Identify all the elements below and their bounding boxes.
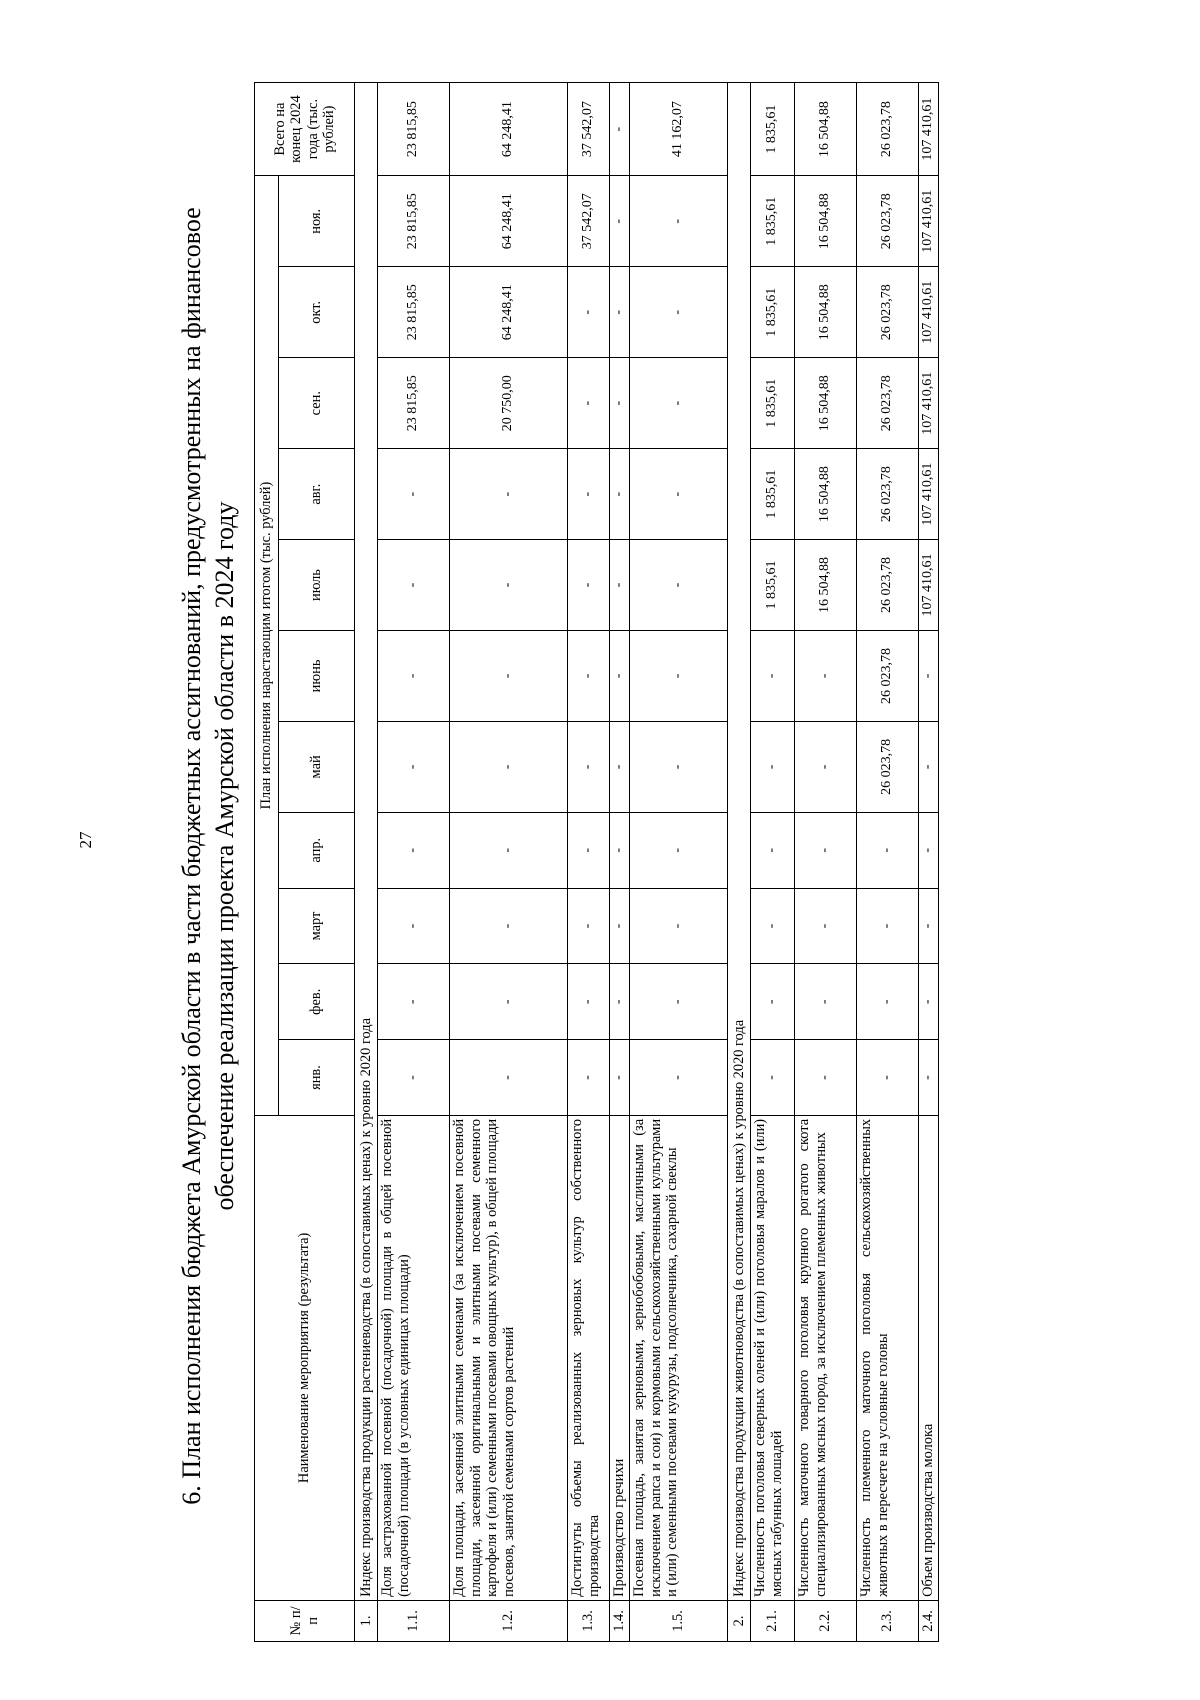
month-value-cell: - — [919, 812, 939, 888]
month-value-cell: 1 835,61 — [751, 358, 795, 449]
month-value-cell: 26 023,78 — [857, 449, 919, 540]
month-value-cell: 23 815,85 — [378, 358, 450, 449]
month-value-cell: - — [630, 449, 728, 540]
month-value-cell: - — [568, 1040, 610, 1116]
col-header-num: № п/п — [255, 1600, 355, 1641]
month-value-cell: - — [751, 812, 795, 888]
section-number: 1. — [355, 1600, 378, 1641]
page-number: 27 — [76, 831, 95, 849]
total-value-cell: 23 815,85 — [378, 83, 450, 176]
col-header-month: фев. — [279, 964, 355, 1040]
month-value-cell: 26 023,78 — [857, 721, 919, 812]
month-value-cell: - — [857, 1040, 919, 1116]
month-value-cell: 16 504,88 — [795, 449, 857, 540]
month-value-cell: - — [610, 176, 630, 267]
col-header-month: янв. — [279, 1040, 355, 1116]
month-value-cell: - — [795, 812, 857, 888]
month-value-cell: - — [610, 888, 630, 964]
table-row — [919, 83, 939, 1642]
total-value-cell: 16 504,88 — [795, 83, 857, 176]
total-value-cell: 26 023,78 — [857, 83, 919, 176]
month-value-cell: - — [630, 631, 728, 722]
month-value-cell: - — [795, 964, 857, 1040]
budget-plan-table — [254, 82, 939, 1642]
month-value-cell: - — [630, 964, 728, 1040]
month-value-cell: 16 504,88 — [795, 540, 857, 631]
month-value-cell: - — [610, 358, 630, 449]
month-value-cell: - — [857, 964, 919, 1040]
rotated-page-content — [155, 70, 1200, 1642]
month-value-cell: - — [919, 721, 939, 812]
month-value-cell: - — [857, 888, 919, 964]
month-value-cell: - — [751, 888, 795, 964]
month-value-cell: - — [751, 721, 795, 812]
row-number: 2.3. — [857, 1600, 919, 1641]
month-value-cell: - — [795, 888, 857, 964]
month-value-cell: 107 410,61 — [919, 358, 939, 449]
month-value-cell: - — [919, 888, 939, 964]
col-header-month: март — [279, 888, 355, 964]
month-value-cell: 16 504,88 — [795, 176, 857, 267]
month-value-cell: - — [568, 540, 610, 631]
month-value-cell: - — [610, 964, 630, 1040]
row-name: Объем производства молока — [919, 1115, 939, 1600]
month-value-cell: - — [630, 721, 728, 812]
month-value-cell: - — [568, 631, 610, 722]
col-header-month: ноя. — [279, 176, 355, 267]
month-value-cell: 1 835,61 — [751, 176, 795, 267]
month-value-cell: - — [610, 631, 630, 722]
month-value-cell: - — [610, 721, 630, 812]
col-header-month: июль — [279, 540, 355, 631]
month-value-cell: - — [610, 449, 630, 540]
document-title — [155, 70, 248, 1642]
row-name: Численность племенного маточного поголовья сельскохозяйственных животных в пересчете на условные головы — [857, 1115, 919, 1600]
row-name: Доля застрахованной посевной (посадочной) площади в общей посевной (посадочной) площади (в условных единицах площади) — [378, 1115, 450, 1600]
row-name: Посевная площадь, занятая зерновыми, зернобобовыми, масличными (за исключением рапса и сои) и кормовыми сельскохозяйственными культурами и (или) семенными посевами кукурузы, подсолнечника, сахарной свеклы — [630, 1115, 728, 1600]
month-value-cell: - — [795, 721, 857, 812]
table-row — [795, 83, 857, 1642]
month-value-cell: - — [450, 449, 568, 540]
month-value-cell: 107 410,61 — [919, 449, 939, 540]
month-value-cell: - — [378, 964, 450, 1040]
month-value-cell: - — [378, 721, 450, 812]
month-value-cell: - — [610, 1040, 630, 1116]
row-number: 2.2. — [795, 1600, 857, 1641]
month-value-cell: 64 248,41 — [450, 267, 568, 358]
month-value-cell: - — [568, 721, 610, 812]
table-row — [610, 83, 630, 1642]
month-value-cell: - — [795, 631, 857, 722]
month-value-cell: - — [630, 812, 728, 888]
month-value-cell: - — [919, 964, 939, 1040]
month-value-cell: 26 023,78 — [857, 176, 919, 267]
month-value-cell: 64 248,41 — [450, 176, 568, 267]
month-value-cell: - — [919, 1040, 939, 1116]
col-header-month: апр. — [279, 812, 355, 888]
month-value-cell: - — [378, 888, 450, 964]
month-value-cell: - — [568, 964, 610, 1040]
month-value-cell: - — [751, 1040, 795, 1116]
month-value-cell: - — [630, 888, 728, 964]
month-value-cell: - — [568, 449, 610, 540]
row-number: 2.4. — [919, 1600, 939, 1641]
total-value-cell: 41 162,07 — [630, 83, 728, 176]
month-value-cell: - — [630, 267, 728, 358]
month-value-cell: - — [450, 964, 568, 1040]
month-value-cell: - — [378, 540, 450, 631]
row-name: Доля площади, засеянной элитными семенами (за исключением посевной площади, засеянной оригинальными и элитными посевами семенного картофеля и (или) семенными посевами овощных культур), в общей площади посевов, занятой семенами сортов растений — [450, 1115, 568, 1600]
month-value-cell: - — [378, 812, 450, 888]
col-header-month: авг. — [279, 449, 355, 540]
total-value-cell: - — [610, 83, 630, 176]
month-value-cell: 26 023,78 — [857, 540, 919, 631]
row-number: 1.2. — [450, 1600, 568, 1641]
month-value-cell: - — [795, 1040, 857, 1116]
row-number: 1.5. — [630, 1600, 728, 1641]
month-value-cell: - — [450, 721, 568, 812]
month-value-cell: - — [630, 1040, 728, 1116]
month-value-cell: 23 815,85 — [378, 176, 450, 267]
col-header-name: Наименование мероприятия (результата) — [255, 1115, 355, 1600]
section-row — [355, 83, 378, 1642]
month-value-cell: - — [450, 888, 568, 964]
total-value-cell: 64 248,41 — [450, 83, 568, 176]
month-value-cell: 107 410,61 — [919, 267, 939, 358]
section-number: 2. — [728, 1600, 751, 1641]
month-value-cell: - — [630, 540, 728, 631]
month-value-cell: 26 023,78 — [857, 358, 919, 449]
month-value-cell: 107 410,61 — [919, 176, 939, 267]
month-value-cell: - — [568, 812, 610, 888]
month-value-cell: - — [610, 812, 630, 888]
month-value-cell: 1 835,61 — [751, 540, 795, 631]
month-value-cell: 16 504,88 — [795, 358, 857, 449]
row-name: Численность маточного товарного поголовья крупного рогатого скота специализированных мясных пород, за исключением племенных животных — [795, 1115, 857, 1600]
table-row — [751, 83, 795, 1642]
col-header-month: сен. — [279, 358, 355, 449]
month-value-cell: - — [919, 631, 939, 722]
total-value-cell: 107 410,61 — [919, 83, 939, 176]
month-value-cell: 107 410,61 — [919, 540, 939, 631]
month-value-cell: - — [450, 1040, 568, 1116]
month-value-cell: - — [857, 812, 919, 888]
month-value-cell: - — [751, 964, 795, 1040]
month-value-cell: - — [568, 358, 610, 449]
row-number: 1.4. — [610, 1600, 630, 1641]
total-value-cell: 1 835,61 — [751, 83, 795, 176]
month-value-cell: - — [610, 267, 630, 358]
col-header-total: Всего на конец 2024 года (тыс. рублей) — [255, 83, 355, 176]
month-value-cell: 16 504,88 — [795, 267, 857, 358]
col-header-month: май — [279, 721, 355, 812]
col-header-plan: План исполнения нарастающим итогом (тыс. рублей) — [255, 176, 279, 1116]
row-name: Достигнуты объемы реализованных зерновых культур собственного производства — [568, 1115, 610, 1600]
row-name: Производство гречихи — [610, 1115, 630, 1600]
month-value-cell: 23 815,85 — [378, 267, 450, 358]
month-value-cell: - — [450, 812, 568, 888]
title-line-1: 6. План исполнения бюджета Амурской области в части бюджетных ассигнований, предусмотренных на финансовое — [177, 207, 206, 1505]
month-value-cell: 1 835,61 — [751, 449, 795, 540]
table-row — [450, 83, 568, 1642]
table-row — [568, 83, 610, 1642]
month-value-cell: - — [751, 631, 795, 722]
table-row — [630, 83, 728, 1642]
month-value-cell: - — [630, 176, 728, 267]
col-header-month: окт. — [279, 267, 355, 358]
month-value-cell: 1 835,61 — [751, 267, 795, 358]
month-value-cell: - — [378, 631, 450, 722]
col-header-month: июнь — [279, 631, 355, 722]
title-line-2: обеспечение реализации проекта Амурской области в 2024 году — [210, 501, 239, 1211]
month-value-cell: 26 023,78 — [857, 631, 919, 722]
month-value-cell: - — [568, 267, 610, 358]
row-number: 2.1. — [751, 1600, 795, 1641]
table-body — [355, 83, 939, 1642]
month-value-cell: - — [450, 540, 568, 631]
table-row — [857, 83, 919, 1642]
month-value-cell: - — [630, 358, 728, 449]
total-value-cell: 37 542,07 — [568, 83, 610, 176]
table-row — [378, 83, 450, 1642]
month-value-cell: 26 023,78 — [857, 267, 919, 358]
month-value-cell: - — [568, 888, 610, 964]
month-value-cell: 37 542,07 — [568, 176, 610, 267]
section-row — [728, 83, 751, 1642]
row-name: Численность поголовья северных оленей и (или) поголовья маралов и (или) мясных табунных лошадей — [751, 1115, 795, 1600]
month-value-cell: - — [610, 540, 630, 631]
section-title: Индекс производства продукции животноводства (в сопоставимых ценах) к уровню 2020 года — [728, 83, 751, 1601]
month-value-cell: - — [450, 631, 568, 722]
row-number: 1.3. — [568, 1600, 610, 1641]
row-number: 1.1. — [378, 1600, 450, 1641]
month-value-cell: - — [378, 1040, 450, 1116]
month-value-cell: 20 750,00 — [450, 358, 568, 449]
month-value-cell: - — [378, 449, 450, 540]
section-title: Индекс производства продукции растениеводства (в сопоставимых ценах) к уровню 2020 года — [355, 83, 378, 1601]
